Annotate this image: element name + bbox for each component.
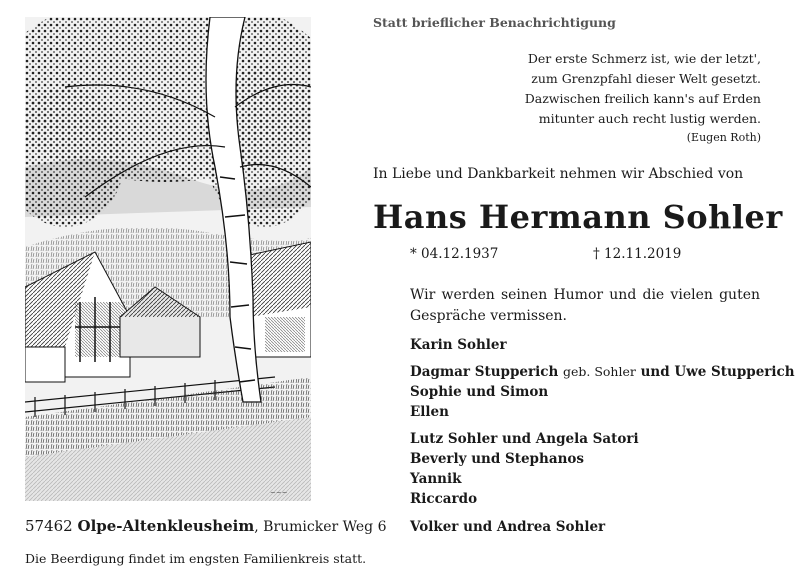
family-member-name: Dagmar Stupperich bbox=[410, 364, 559, 380]
poem-author: (Eugen Roth) bbox=[686, 131, 761, 144]
intro-text: In Liebe und Dankbarkeit nehmen wir Abschied von bbox=[373, 166, 744, 182]
street: , Brumicker Weg 6 bbox=[254, 519, 387, 535]
family-group-2 bbox=[410, 362, 795, 422]
maiden-name: geb. Sohler bbox=[563, 364, 636, 379]
village-illustration bbox=[25, 17, 311, 501]
family-member: Sophie und Simon bbox=[410, 384, 549, 400]
family-member: Riccardo bbox=[410, 491, 478, 507]
notice-header: Statt brieflicher Benachrichtigung bbox=[373, 15, 616, 30]
family-member: Lutz Sohler und Angela Satori bbox=[410, 431, 639, 447]
poem-line: mitunter auch recht lustig werden. bbox=[538, 111, 761, 126]
family-member: Yannik bbox=[410, 471, 462, 487]
city: Olpe-Altenkleusheim bbox=[77, 517, 255, 535]
poem bbox=[525, 49, 761, 147]
family-member: Ellen bbox=[410, 404, 449, 420]
family-member: Karin Sohler bbox=[410, 337, 507, 353]
family-member bbox=[410, 362, 795, 382]
svg-text:~~~: ~~~ bbox=[270, 489, 288, 497]
zip-code: 57462 bbox=[25, 517, 73, 535]
funeral-note: Die Beerdigung findet im engsten Familienkreis statt. bbox=[25, 551, 367, 566]
deceased-name: Hans Hermann Sohler bbox=[373, 198, 783, 236]
family-member: Volker und Andrea Sohler bbox=[410, 519, 606, 535]
family-group-1 bbox=[410, 335, 507, 355]
family-group-4 bbox=[410, 517, 605, 537]
memorial-message: Wir werden seinen Humor und die vielen guten Gespräche vermissen. bbox=[410, 287, 760, 324]
family-member-name: und Uwe Stupperich bbox=[640, 364, 795, 380]
family-group-3 bbox=[410, 429, 639, 509]
death-date: † 12.11.2019 bbox=[593, 246, 682, 262]
poem-line: Dazwischen freilich kann's auf Erden bbox=[524, 91, 761, 106]
family-member: Beverly und Stephanos bbox=[410, 451, 584, 467]
birth-date: * 04.12.1937 bbox=[410, 246, 499, 262]
village-drawing bbox=[25, 17, 311, 501]
poem-line: zum Grenzpfahl dieser Welt gesetzt. bbox=[531, 71, 761, 86]
poem-line: Der erste Schmerz ist, wie der letzt', bbox=[527, 51, 761, 66]
address bbox=[25, 517, 387, 535]
